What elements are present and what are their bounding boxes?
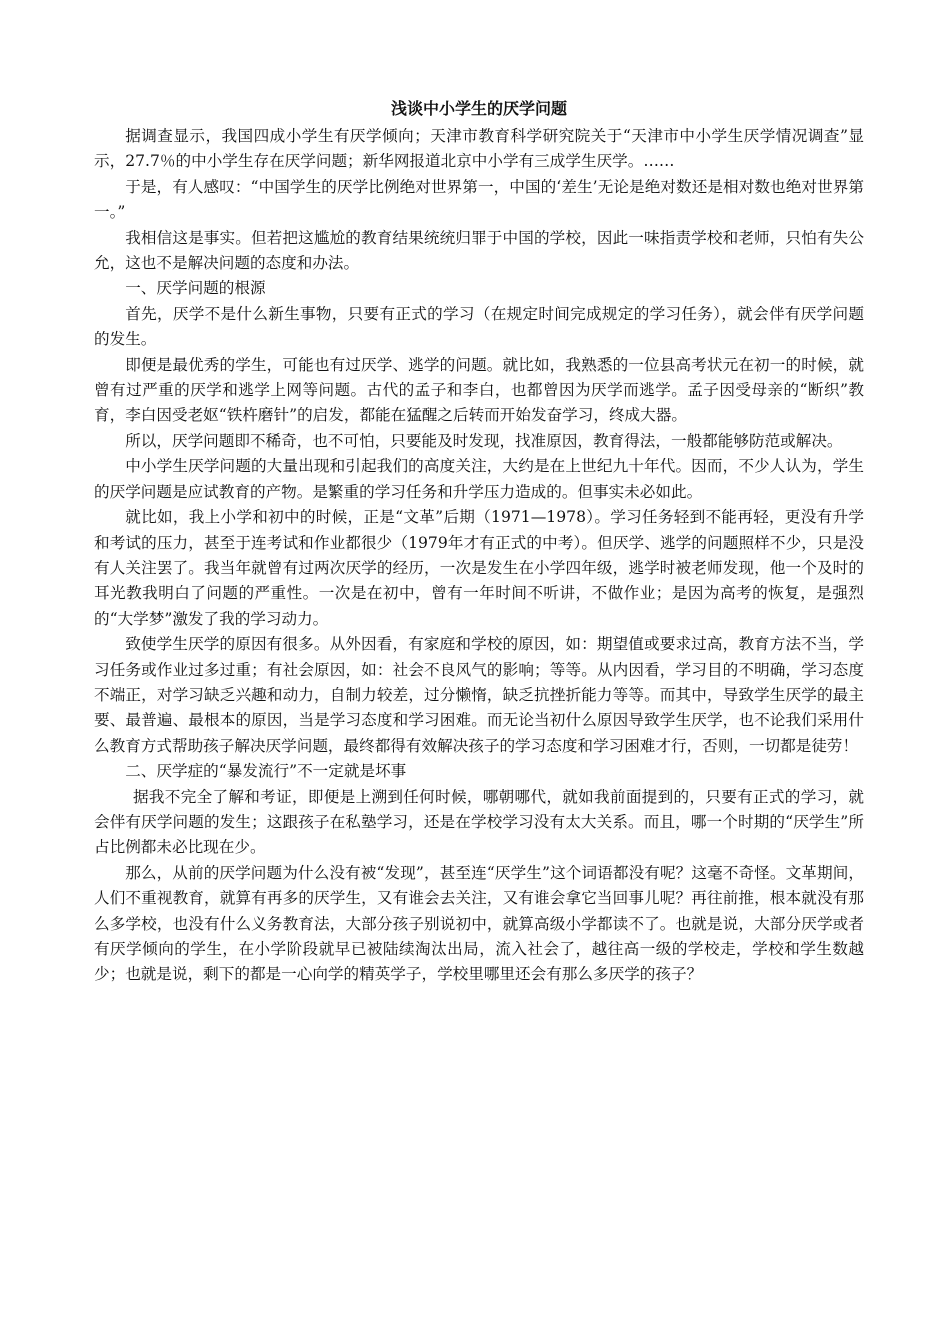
paragraph-10: 据我不完全了解和考证，即便是上溯到任何时候，哪朝哪代，就如我前面提到的，只要有正式的学习，就会伴有厌学问题的发生；这跟孩子在私塾学习，还是在学校学习没有太大关系。而且，哪一个时期的“厌学生”所占比例都未必比现在少。 <box>94 787 864 857</box>
document-page <box>94 96 864 988</box>
section-heading-2: 二、厌学症的“暴发流行”不一定就是坏事 <box>125 762 407 781</box>
paragraph-5: 即便是最优秀的学生，可能也有过厌学、逃学的问题。就比如，我熟悉的一位县高考状元在初一的时候，就曾有过严重的厌学和逃学上网等问题。古代的孟子和李白，也都曾因为厌学而逃学。孟子因受母亲的“断织”教育，李白因受老妪“铁杵磨针”的启发，都能在猛醒之后转而开始发奋学习，终成大器。 <box>94 355 864 425</box>
paragraph-9: 致使学生厌学的原因有很多。从外因看，有家庭和学校的原因，如：期望值或要求过高，教育方法不当，学习任务或作业过多过重；有社会原因，如：社会不良风气的影响；等等。从内因看，学习目的不明确，学习态度不端正，对学习缺乏兴趣和动力，自制力较差，过分懒惰，缺乏抗挫折能力等等。而其中，导致学生厌学的最主要、最普遍、最根本的原因，当是学习态度和学习困难。而无论当初什么原因导致学生厌学，也不论我们采用什么教育方式帮助孩子解决厌学问题，最终都得有效解决孩子的学习态度和学习困难才行，否则，一切都是徒劳！ <box>94 635 864 755</box>
paragraph-3: 我相信这是事实。但若把这尴尬的教育结果统统归罪于中国的学校，因此一味指责学校和老师，只怕有失公允，这也不是解决问题的态度和办法。 <box>94 228 864 273</box>
paragraph-11: 那么，从前的厌学问题为什么没有被“发现”，甚至连“厌学生”这个词语都没有呢？这毫不奇怪。文革期间，人们不重视教育，就算有再多的厌学生，又有谁会去关注，又有谁会拿它当回事儿呢？再往前推，根本就没有那么多学校，也没有什么义务教育法，大部分孩子别说初中，就算高级小学都读不了。也就是说，大部分厌学或者有厌学倾向的学生，在小学阶段就早已被陆续淘汰出局，流入社会了，越往高一级的学校走，学校和学生数越少；也就是说，剩下的都是一心向学的精英学子，学校里哪里还会有那么多厌学的孩子？ <box>94 863 864 984</box>
paragraph-6: 所以，厌学问题即不稀奇，也不可怕，只要能及时发现，找准原因，教育得法，一般都能够防范或解决。 <box>125 431 843 450</box>
paragraph-2: 于是，有人感叹：“中国学生的厌学比例绝对世界第一，中国的‘差生’无论是绝对数还是相对数也绝对世界第一。” <box>94 177 864 222</box>
paragraph-4: 首先，厌学不是什么新生事物，只要有正式的学习（在规定时间完成规定的学习任务），就会伴有厌学问题的发生。 <box>94 304 864 349</box>
paragraph-8: 就比如，我上小学和初中的时候，正是“文革”后期（1971—1978）。学习任务轻到不能再轻，更没有升学和考试的压力，甚至于连考试和作业都很少（1979年才有正式的中考）。但厌学、逃学的问题照样不少，只是没有人关注罢了。我当年就曾有过两次厌学的经历，一次是发生在小学四年级，逃学时被老师发现，他一个及时的耳光教我明白了问题的严重性。一次是在初中，曾有一年时间不听讲，不做作业；是因为高考的恢复，是强烈的“大学梦”激发了我的学习动力。 <box>94 508 864 628</box>
paragraph-1: 据调查显示，我国四成小学生有厌学倾向；天津市教育科学研究院关于“天津市中小学生厌学情况调查”显示，27.7％的中小学生存在厌学问题；新华网报道北京中小学有三成学生厌学。…… <box>94 127 864 171</box>
section-heading-1: 一、厌学问题的根源 <box>125 279 266 298</box>
document-title: 浅谈中小学生的厌学问题 <box>390 99 567 118</box>
paragraph-7: 中小学生厌学问题的大量出现和引起我们的高度关注，大约是在上世纪九十年代。因而，不少人认为，学生的厌学问题是应试教育的产物。是繁重的学习任务和升学压力造成的。但事实未必如此。 <box>94 457 864 501</box>
